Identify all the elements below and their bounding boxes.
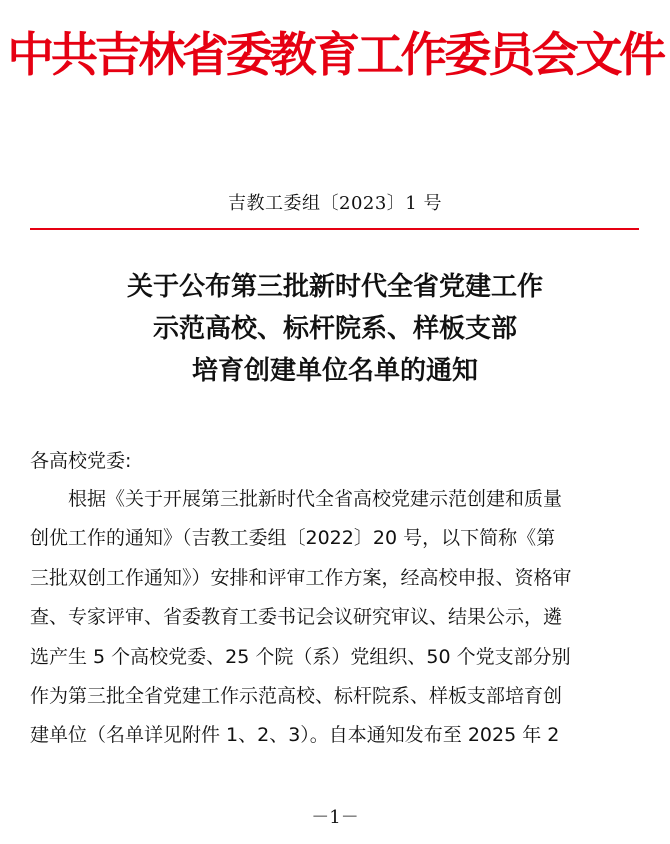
body-paragraph — [30, 480, 642, 756]
red-divider-line — [30, 228, 639, 230]
page-number: －1－ — [311, 807, 359, 828]
body-line: 作为第三批全省党建工作示范高校、标杆院系、样板支部培育创 — [30, 684, 563, 707]
body-line: 选产生 5 个高校党委、25 个院（系）党组织、50 个党支部分别 — [30, 645, 571, 668]
body-line: 查、专家评审、省委教育工委书记会议研究审议、结果公示，遴 — [30, 606, 563, 629]
body-line: 根据《关于开展第三批新时代全省高校党建示范创建和质量 — [68, 488, 563, 510]
salutation: 各高校党委: — [30, 450, 132, 472]
notice-title-line: 关于公布第三批新时代全省党建工作 — [126, 272, 543, 302]
notice-title-line: 示范高校、标杆院系、样板支部 — [152, 314, 517, 344]
body-line: 建单位（名单详见附件 1、2、3）。自本通知发布至 2025 年 2 — [30, 724, 560, 747]
notice-title — [0, 266, 670, 392]
notice-title-line: 培育创建单位名单的通知 — [191, 356, 478, 386]
body-line: 创优工作的通知》（吉教工委组〔2022〕20 号，以下简称《第 — [30, 527, 556, 550]
document-header-title: 中共吉林省委教育工作委员会文件 — [7, 28, 663, 83]
document-number: 吉教工委组〔2023〕1 号 — [228, 193, 442, 214]
body-line: 三批双创工作通知》）安排和评审工作方案，经高校申报、资格审 — [30, 566, 572, 589]
